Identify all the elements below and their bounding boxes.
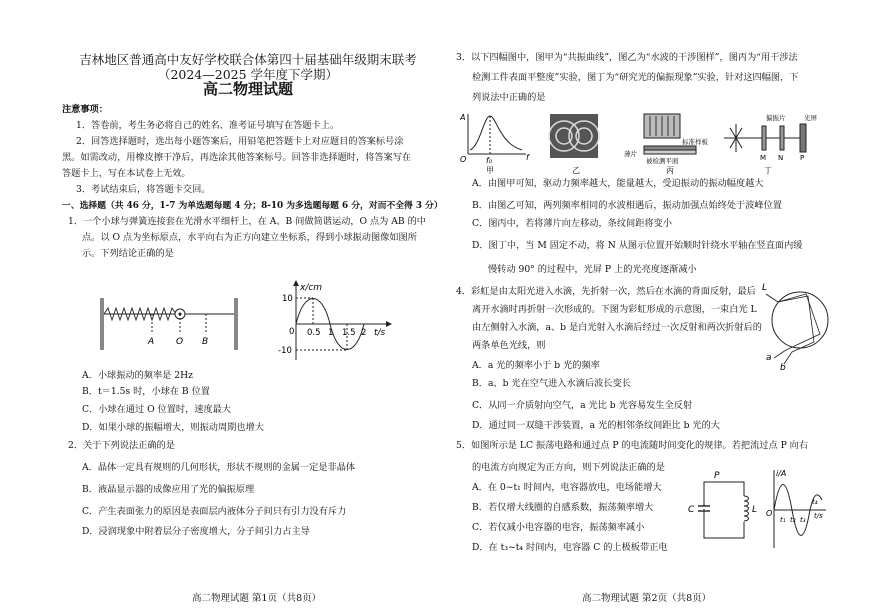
label: M [760,154,767,162]
label: f [526,153,529,162]
label-O: O [176,337,184,347]
q2-option-c: C．产生表面张力的原因是表面层内液体分子间只有引力没有斥力 [82,506,347,517]
x-tick: 2 [361,328,367,338]
q2-stem: 2．关于下列说法正确的是 [68,440,175,451]
label-L: L [752,505,758,515]
notice-line: 黑。如需改动，用橡皮擦干净后，再选涂其他答案标号。回答非选择题时，将答案写在 [62,152,412,163]
x-axis-label: t/s [374,328,386,338]
q5-option-b: B．若仅增大线圈的自感系数，振荡频率增大 [472,502,654,513]
q4-stem: 4．彩虹是由太阳光进入水滴，先折射一次，然后在水滴的背面反射，最后 [456,286,756,297]
page-right [452,0,830,614]
label: f₀ [486,156,493,165]
figure-ding [724,113,818,175]
caption: 乙 [572,166,580,175]
q4-option-b: B．a、b 光在空气进入水滴后波长变长 [472,378,631,389]
tick: t₄ [812,498,818,506]
q1-option-a: A．小球振动的频率是 2Hz [82,370,193,381]
label-L: L [762,283,768,293]
x-axis-label: t/s [814,512,823,520]
section-heading: 一、选择题（共 46 分，1-7 为单选题每题 4 分；8-10 为多选题每题 6 分，对而不全得 3 分） [62,201,443,211]
spring-apparatus [100,298,238,350]
page-left [62,0,443,614]
x-tick: 1.5 [342,328,356,338]
label-b: b [780,363,786,370]
label: P [800,154,805,162]
label: N [778,154,784,162]
figure-yi [549,114,599,175]
q4-figure [762,280,830,370]
notice-line: 2．回答选择题时，选出每小题答案后，用铅笔把答题卡上对应题目的答案标号涂 [76,136,404,147]
label: 偏振片 [766,114,786,122]
exam-year: （2024—2025 学年度下学期） [157,67,339,82]
q4-option-d: D．通过同一双缝干涉装置，a 光的相邻条纹间距比 b 光的大 [472,420,720,431]
q5-stem: 的电流方向规定为正方向，则下列说法正确的是 [472,462,665,473]
footer-left: 高二物理试题 第1页（共8页） [192,593,322,604]
current-graph [766,466,830,550]
q3-option-d: D．图丁中，当 M 固定不动，将 N 从图示位置开始顺时针绕水平轴在竖直面内缓 [472,240,803,251]
q1-stem: 示。下列结论正确的是 [82,248,174,259]
q3-stem: 3．以下四幅图中，图甲为“共振曲线”，图乙为“水波的干涉图样”，图丙为“用干涉法 [456,52,798,63]
figure-bing [624,114,709,175]
q3-figures [460,110,830,176]
notice-heading: 注意事项： [62,104,108,115]
q1-stem: 1．一个小球与弹簧连接套在光滑水平细杆上，在 A、B 间做简谐运动，O 点为 AB 的中 [68,216,426,227]
caption: 丙 [666,166,674,175]
label: O [460,155,467,164]
q4-stem: 离开水滴时再折射一次形成的。下图为彩虹形成的示意图，一束白光 L [472,304,757,315]
caption: 丁 [764,166,772,175]
q3-option-c: C．图丙中，若将薄片向左移动，条纹间距将变小 [472,218,672,229]
label: 标准样板 [682,138,708,146]
y-tick: 10 [282,294,293,304]
x-tick: 0.5 [307,328,321,338]
q3-option-d-cont: 慢转动 90° 的过程中，光屏 P 上的光亮度逐渐减小 [488,264,697,275]
label: 光屏 [804,114,817,122]
q1-option-d: D．如果小球的振幅增大，则振动周期也增大 [82,422,264,433]
q3-option-a: A．由图甲可知，驱动力频率越大，能量越大，受迫振动的振动幅度越大 [472,178,764,189]
y-axis-label: i/A [776,469,787,478]
exam-subject: 高二物理试题 [202,80,293,98]
label-a: a [766,353,772,363]
tick: t₂ [790,516,796,524]
tick: t₃ [800,516,806,524]
vibration-graph [278,280,392,360]
q4-option-c: C．从同一介质射向空气，a 光比 b 光容易发生全反射 [472,400,693,411]
q2-option-a: A．晶体一定具有规则的几何形状，形状不规则的金属一定是非晶体 [82,462,356,473]
exam-title: 吉林地区普通高中友好学校联合体第四十届基础年级期末联考 [79,52,417,67]
q1-stem: 点。以 O 点为坐标原点，水平向右为正方向建立坐标系，得到小球振动图像如图所 [82,232,417,243]
q5-stem: 5．如图所示是 LC 振荡电路和通过点 P 的电流随时间变化的规律。若把流过点 P 向右 [456,440,809,451]
label-A: A [148,337,155,347]
q1-figure [96,280,406,370]
y-axis-label: x/cm [300,283,323,293]
q5-option-d: D．在 t₃~t₄ 时间内，电容器 C 的上极板带正电 [472,542,668,553]
q3-stem: 检测工件表面平整度”实验，图丁为“研究光的偏振现象”实验，针对这四幅图，下 [472,72,799,83]
label: 被检测平面 [646,157,679,165]
figure-jia [460,113,530,175]
label-P: P [714,471,720,481]
x-tick: 1 [328,328,334,338]
label-C: C [688,505,695,515]
origin: O [766,509,773,518]
q4-option-a: A．a 光的频率小于 b 光的频率 [472,360,600,371]
q1-option-c: C．小球在通过 O 位置时，速度最大 [82,404,232,415]
tick: t₁ [780,516,786,524]
q1-option-b: B．t＝1.5s 时，小球在 B 位置 [82,386,210,397]
q2-option-d: D．浸润现象中附着层分子密度增大，分子间引力占主导 [82,526,310,537]
label: A [460,113,466,122]
footer-right: 高二物理试题 第2页（共8页） [582,593,712,604]
label-B: B [202,337,209,347]
q3-stem: 列说法中正确的是 [472,92,546,103]
q3-option-b: B．由图乙可知，两列频率相同的水波相遇后，振动加强点始终处于波峰位置 [472,200,782,211]
notice-line: 答题卡上，写在本试卷上无效。 [62,168,191,179]
y-tick: -10 [278,346,292,356]
label: 薄片 [624,150,637,158]
q4-stem: 两条单色光线，则 [472,340,546,351]
notice-line: 3．考试结束后，将答题卡交回。 [76,184,211,195]
q4-stem: 由左侧射入水滴，a、b 是白光射入水滴后经过一次反射和两次折射后的 [472,322,762,333]
q2-option-b: B．液晶显示器的成像应用了光的偏振原理 [82,484,255,495]
origin: 0 [289,327,295,337]
q5-option-a: A．在 0~t₁ 时间内，电容器放电，电场能增大 [472,482,662,493]
caption: 甲 [486,166,494,175]
lc-circuit-figure [688,470,764,550]
q5-option-c: C．若仅减小电容器的电容，振荡频率减小 [472,522,645,533]
notice-line: 1．答卷前，考生务必将自己的姓名、准考证号填写在答题卡上。 [76,120,340,131]
